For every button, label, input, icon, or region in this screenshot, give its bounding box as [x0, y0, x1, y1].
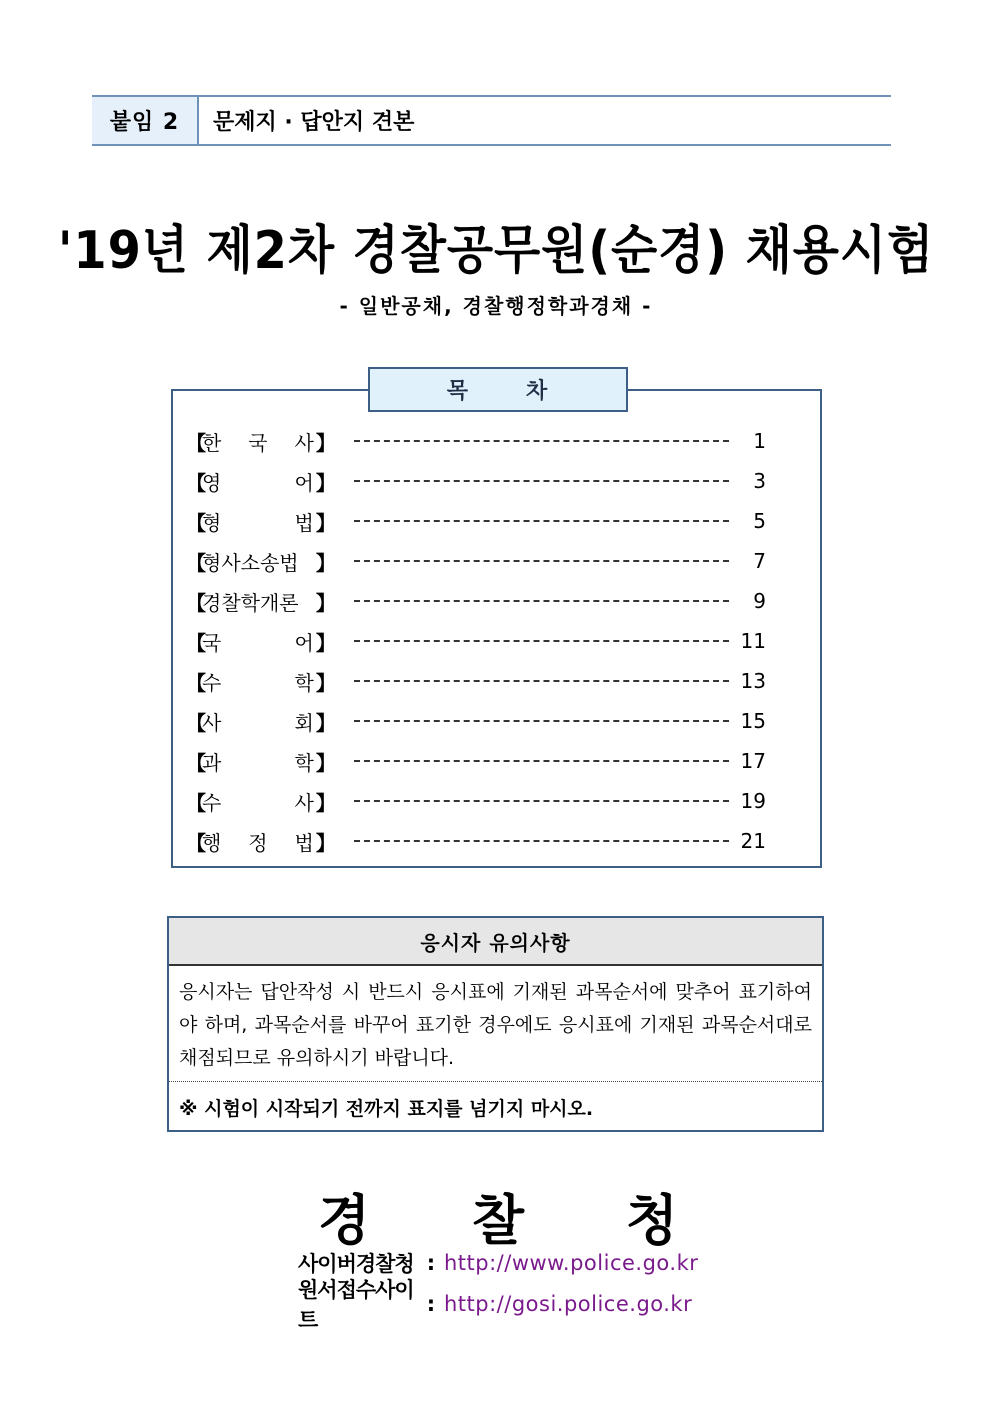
toc-subject-char: 사 — [294, 430, 314, 455]
bracket-open: 【 — [186, 750, 206, 775]
toc-subject-name — [200, 747, 316, 776]
toc-leader-line — [354, 520, 729, 522]
bracket-open: 【 — [186, 470, 206, 495]
toc-subject-char: 국 — [248, 430, 268, 455]
bracket-open: 【 — [186, 550, 206, 575]
toc-subject-char: 경찰학개론 — [202, 590, 299, 615]
toc-item — [186, 741, 766, 781]
toc-leader-line — [354, 560, 729, 562]
toc-subject-name — [200, 827, 316, 856]
toc-subject-name — [200, 627, 316, 656]
site-url-link[interactable]: http://gosi.police.go.kr — [444, 1292, 693, 1316]
toc-subject-char: 한 — [202, 430, 222, 455]
toc-item — [186, 501, 766, 541]
toc-leader-line — [354, 440, 729, 442]
site-url-link[interactable]: http://www.police.go.kr — [444, 1251, 699, 1275]
bracket-close: 】 — [315, 590, 336, 615]
toc-list — [186, 421, 766, 861]
bracket-close: 】 — [315, 710, 336, 735]
toc-subject-char: 사 — [202, 710, 222, 735]
toc-leader-line — [354, 600, 729, 602]
notice-body: 응시자는 답안작성 시 반드시 응시표에 기재된 과목순서에 맞추어 표기하여야 하며, 과목순서를 바꾸어 표기한 경우에도 응시표에 기재된 과목순서대로 채점되므로 유의하시기 바랍니다. — [169, 966, 822, 1082]
toc-leader-line — [354, 640, 729, 642]
toc-subject-name — [200, 587, 316, 616]
toc-leader-line — [354, 680, 729, 682]
bracket-open: 【 — [186, 430, 206, 455]
toc-page-number: 3 — [753, 469, 766, 493]
bracket-open: 【 — [186, 590, 206, 615]
agency-char: 청 — [625, 1189, 678, 1252]
attachment-label: 붙임 2 — [92, 97, 199, 144]
toc-subject-char: 영 — [202, 470, 222, 495]
toc-subject-name — [200, 467, 316, 496]
bracket-close: 】 — [315, 630, 336, 655]
bracket-open: 【 — [186, 710, 206, 735]
toc-heading-right: 차 — [526, 379, 550, 404]
toc-subject-name — [200, 547, 316, 576]
toc-subject-char: 회 — [294, 710, 314, 735]
toc-page-number: 21 — [740, 829, 766, 853]
toc-subject-name — [200, 787, 316, 816]
toc-item — [186, 581, 766, 621]
toc-subject-char: 형 — [202, 510, 222, 535]
site-colon: : — [426, 1292, 436, 1316]
toc-page-number: 17 — [740, 749, 766, 773]
toc-page-number: 13 — [740, 669, 766, 693]
toc-subject-name — [200, 707, 316, 736]
toc-leader-line — [354, 720, 729, 722]
bracket-close: 】 — [315, 470, 336, 495]
toc-subject-char: 학 — [294, 750, 314, 775]
toc-leader-line — [354, 760, 729, 762]
bracket-close: 】 — [315, 830, 336, 855]
toc-item — [186, 701, 766, 741]
toc-subject-name — [200, 667, 316, 696]
bracket-open: 【 — [186, 830, 206, 855]
exam-subtitle: - 일반공채, 경찰행정학과경채 - — [339, 294, 653, 318]
toc-subject-char: 수 — [202, 790, 222, 815]
bracket-open: 【 — [186, 510, 206, 535]
toc-heading-left: 목 — [446, 379, 470, 404]
bracket-open: 【 — [186, 670, 206, 695]
agency-name — [318, 1178, 678, 1252]
bracket-close: 】 — [315, 510, 336, 535]
toc-subject-char: 어 — [294, 470, 314, 495]
toc-item — [186, 541, 766, 581]
bracket-close: 】 — [315, 790, 336, 815]
toc-item — [186, 621, 766, 661]
toc-leader-line — [354, 840, 729, 842]
toc-item — [186, 421, 766, 461]
bracket-close: 】 — [315, 670, 336, 695]
agency-char: 경 — [318, 1189, 371, 1252]
toc-item — [186, 661, 766, 701]
toc-subject-char: 사 — [294, 790, 314, 815]
attachment-title: 문제지 · 답안지 견본 — [213, 110, 415, 135]
toc-page-number: 1 — [753, 429, 766, 453]
toc-subject-char: 정 — [248, 830, 268, 855]
toc-page-number: 9 — [753, 589, 766, 613]
toc-leader-line — [354, 480, 729, 482]
bracket-close: 】 — [315, 750, 336, 775]
toc-page-number: 11 — [740, 629, 766, 653]
toc-subject-char: 과 — [202, 750, 222, 775]
agency-char: 찰 — [471, 1189, 525, 1252]
toc-subject-char: 국 — [202, 630, 222, 655]
site-label: 사이버경찰청 — [298, 1252, 414, 1276]
bracket-open: 【 — [186, 630, 206, 655]
toc-subject-char: 법 — [294, 510, 314, 535]
toc-subject-char: 학 — [294, 670, 314, 695]
toc-subject-name — [200, 507, 316, 536]
toc-item — [186, 781, 766, 821]
notice-heading: 응시자 유의사항 — [169, 918, 822, 966]
toc-item — [186, 821, 766, 861]
toc-page-number: 19 — [740, 789, 766, 813]
bracket-close: 】 — [315, 550, 336, 575]
attachment-header — [92, 95, 891, 146]
bracket-close: 】 — [315, 430, 336, 455]
site-row-application — [298, 1274, 692, 1334]
toc-subject-char: 수 — [202, 670, 222, 695]
toc-page-number: 5 — [753, 509, 766, 533]
site-label: 원서접수사이트 — [298, 1278, 414, 1332]
toc-page-number: 15 — [740, 709, 766, 733]
bracket-open: 【 — [186, 790, 206, 815]
toc-subject-char: 어 — [294, 630, 314, 655]
toc-subject-char: 법 — [294, 830, 314, 855]
notice-warning: ※ 시험이 시작되기 전까지 표지를 넘기지 마시오. — [179, 1097, 594, 1120]
toc-page-number: 7 — [753, 549, 766, 573]
toc-subject-name — [200, 427, 316, 456]
toc-subject-char: 형사소송법 — [202, 550, 299, 575]
notice-box — [167, 916, 824, 1132]
toc-heading — [368, 367, 628, 412]
toc-item — [186, 461, 766, 501]
toc-subject-char: 행 — [202, 830, 222, 855]
site-colon: : — [426, 1251, 436, 1275]
exam-title: '19년 제2차 경찰공무원(순경) 채용시험 — [57, 221, 935, 281]
toc-leader-line — [354, 800, 729, 802]
